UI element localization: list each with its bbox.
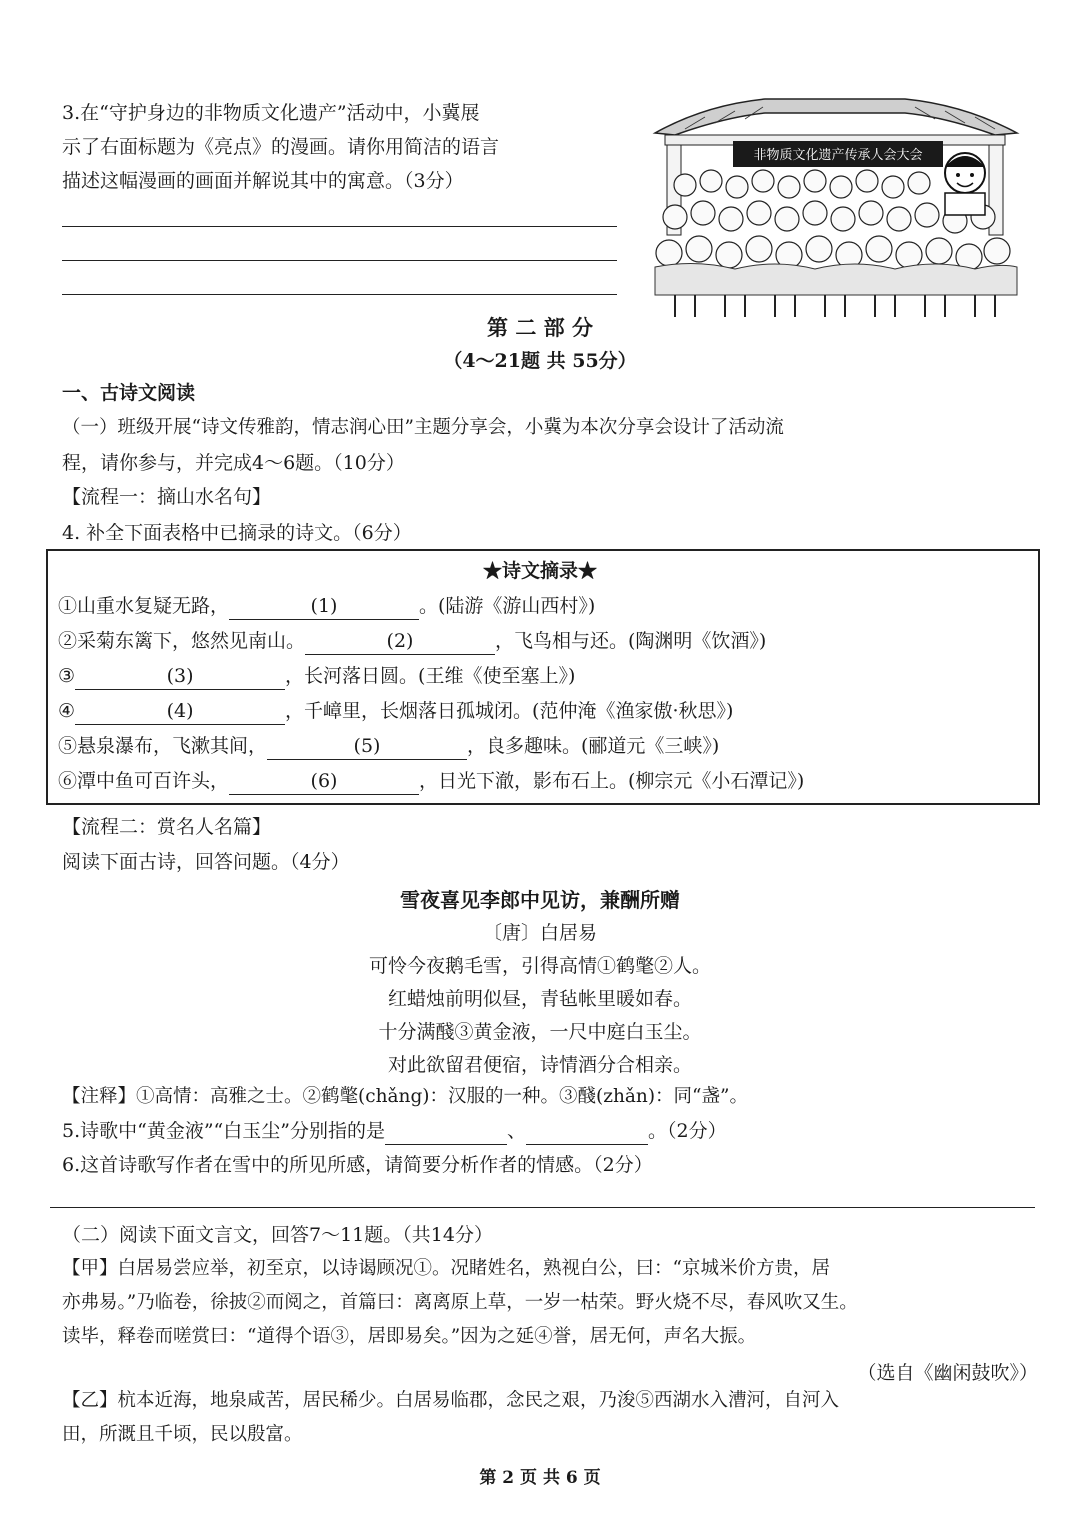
answer-line-3[interactable] [62, 294, 617, 295]
poem-title: 雪夜喜见李郎中见访，兼酬所赠 [400, 888, 680, 912]
q5-blank-1[interactable] [385, 1118, 507, 1145]
row-text-pre: ③ [58, 665, 76, 687]
section-divider [50, 1207, 1035, 1208]
part-subtitle: （4～21题 共 55分） [443, 350, 637, 372]
page-footer: 第 2 页 共 6 页 [479, 1468, 601, 1488]
table-row [58, 768, 804, 795]
section-intro-1: （一）班级开展“诗文传雅韵，情志润心田”主题分享会，小冀为本次分享会设计了活动流 [62, 417, 784, 438]
fill-blank-2[interactable]: (2) [305, 628, 495, 655]
q4-prompt: 4. 补全下面表格中已摘录的诗文。（6分） [62, 522, 412, 544]
cartoon-banner-text: 非物质文化遗产传承人会大会 [753, 148, 923, 163]
q5-prompt [62, 1118, 727, 1145]
table-row [58, 698, 733, 725]
row-text-post: ，长河落日圆。(王维《使至塞上》) [285, 665, 576, 687]
poem-author: 〔唐〕白居易 [482, 922, 597, 944]
q5-text-post: 。（2分） [648, 1120, 727, 1142]
poem-line-3: 十分满醆③黄金液，一尺中庭白玉尘。 [378, 1021, 702, 1043]
table-row [58, 733, 719, 760]
table-row [58, 663, 575, 690]
flow1-label: 【流程一：摘山水名句】 [62, 486, 272, 508]
row-text-post: 。(陆游《游山西村》) [419, 595, 596, 617]
poem-line-4: 对此欲留君便宿，诗情酒分合相亲。 [387, 1054, 692, 1076]
cartoon-drawing [645, 95, 1025, 320]
row-text-post: ，飞鸟相与还。(陶渊明《饮酒》) [495, 630, 767, 652]
jia-line-2: 亦弗易。”乃临卷，徐披②而阅之，首篇曰：离离原上草，一岁一枯荣。野火烧不尽，春风吹又生。 [62, 1292, 858, 1313]
poem-line-2: 红蜡烛前明似昼，青毡帐里暖如春。 [387, 988, 692, 1010]
q6-prompt: 6.这首诗歌写作者在雪中的所见所感，请简要分析作者的情感。（2分） [62, 1154, 653, 1176]
poem-line-1: 可怜今夜鹅毛雪，引得高情①鹤氅②人。 [368, 955, 711, 977]
row-text-pre: ⑥潭中鱼可百许头， [58, 770, 230, 792]
q5-text-mid: 、 [506, 1120, 526, 1142]
part-title: 第 二 部 分 [487, 315, 593, 340]
table-row [58, 628, 766, 655]
row-text-post: ，良多趣味。(郦道元《三峡》) [467, 735, 720, 757]
q5-blank-2[interactable] [526, 1118, 648, 1145]
cartoon-illustration [645, 95, 1025, 320]
fill-blank-6[interactable]: (6) [229, 768, 419, 795]
answer-line-2[interactable] [62, 260, 617, 261]
yi-line-1: 【乙】杭本近海，地泉咸苦，居民稀少。白居易临郡，念民之艰，乃浚⑤西湖水入漕河，自河入 [62, 1390, 840, 1411]
answer-line-1[interactable] [62, 226, 617, 227]
row-text-pre: ①山重水复疑无路， [58, 595, 230, 617]
flow2-instruction: 阅读下面古诗，回答问题。（4分） [62, 851, 350, 873]
q3-line-1: 3.在“守护身边的非物质文化遗产”活动中，小冀展 [62, 102, 480, 124]
q3-line-2: 示了右面标题为《亮点》的漫画。请你用简洁的语言 [62, 136, 500, 158]
poem-notes: 【注释】①高情：高雅之士。②鹤氅(chǎng)：汉服的一种。③醆(zhǎn)：同“盏”。 [62, 1086, 748, 1107]
q5-text-pre: 5.诗歌中“黄金液”“白玉尘”分别指的是 [62, 1120, 385, 1142]
table-row [58, 593, 595, 620]
fill-blank-3[interactable]: (3) [75, 663, 285, 690]
row-text-post: ，千嶂里，长烟落日孤城闭。(范仲淹《渔家傲·秋思》) [285, 700, 734, 722]
fill-blank-4[interactable]: (4) [75, 698, 285, 725]
table-title: ★诗文摘录★ [482, 560, 597, 582]
row-text-pre: ⑤悬泉瀑布，飞漱其间， [58, 735, 268, 757]
jia-line-1: 【甲】白居易尝应举，初至京，以诗谒顾况①。况睹姓名，熟视白公，曰：“京城米价方贵，居 [62, 1258, 830, 1279]
q3-line-3: 描述这幅漫画的画面并解说其中的寓意。（3分） [62, 170, 464, 192]
jia-line-3: 读毕，释卷而嗟赏曰：“道得个语③，居即易矣。”因为之延④誉，居无何，声名大振。 [62, 1326, 757, 1347]
fill-blank-1[interactable]: (1) [229, 593, 419, 620]
section2-intro: （二）阅读下面文言文，回答7～11题。（共14分） [62, 1224, 493, 1246]
yi-line-2: 田，所溉且千顷，民以殷富。 [62, 1424, 303, 1445]
row-text-post: ，日光下澈，影布石上。(柳宗元《小石潭记》) [419, 770, 805, 792]
section-heading: 一、古诗文阅读 [62, 382, 196, 404]
flow2-label: 【流程二：赏名人名篇】 [62, 816, 272, 838]
section-intro-2: 程，请你参与，并完成4～6题。（10分） [62, 452, 405, 474]
row-text-pre: ②采菊东篱下，悠然见南山。 [58, 630, 306, 652]
jia-source: （选自《幽闲鼓吹》） [857, 1362, 1038, 1384]
row-text-pre: ④ [58, 700, 76, 722]
fill-blank-5[interactable]: (5) [267, 733, 467, 760]
